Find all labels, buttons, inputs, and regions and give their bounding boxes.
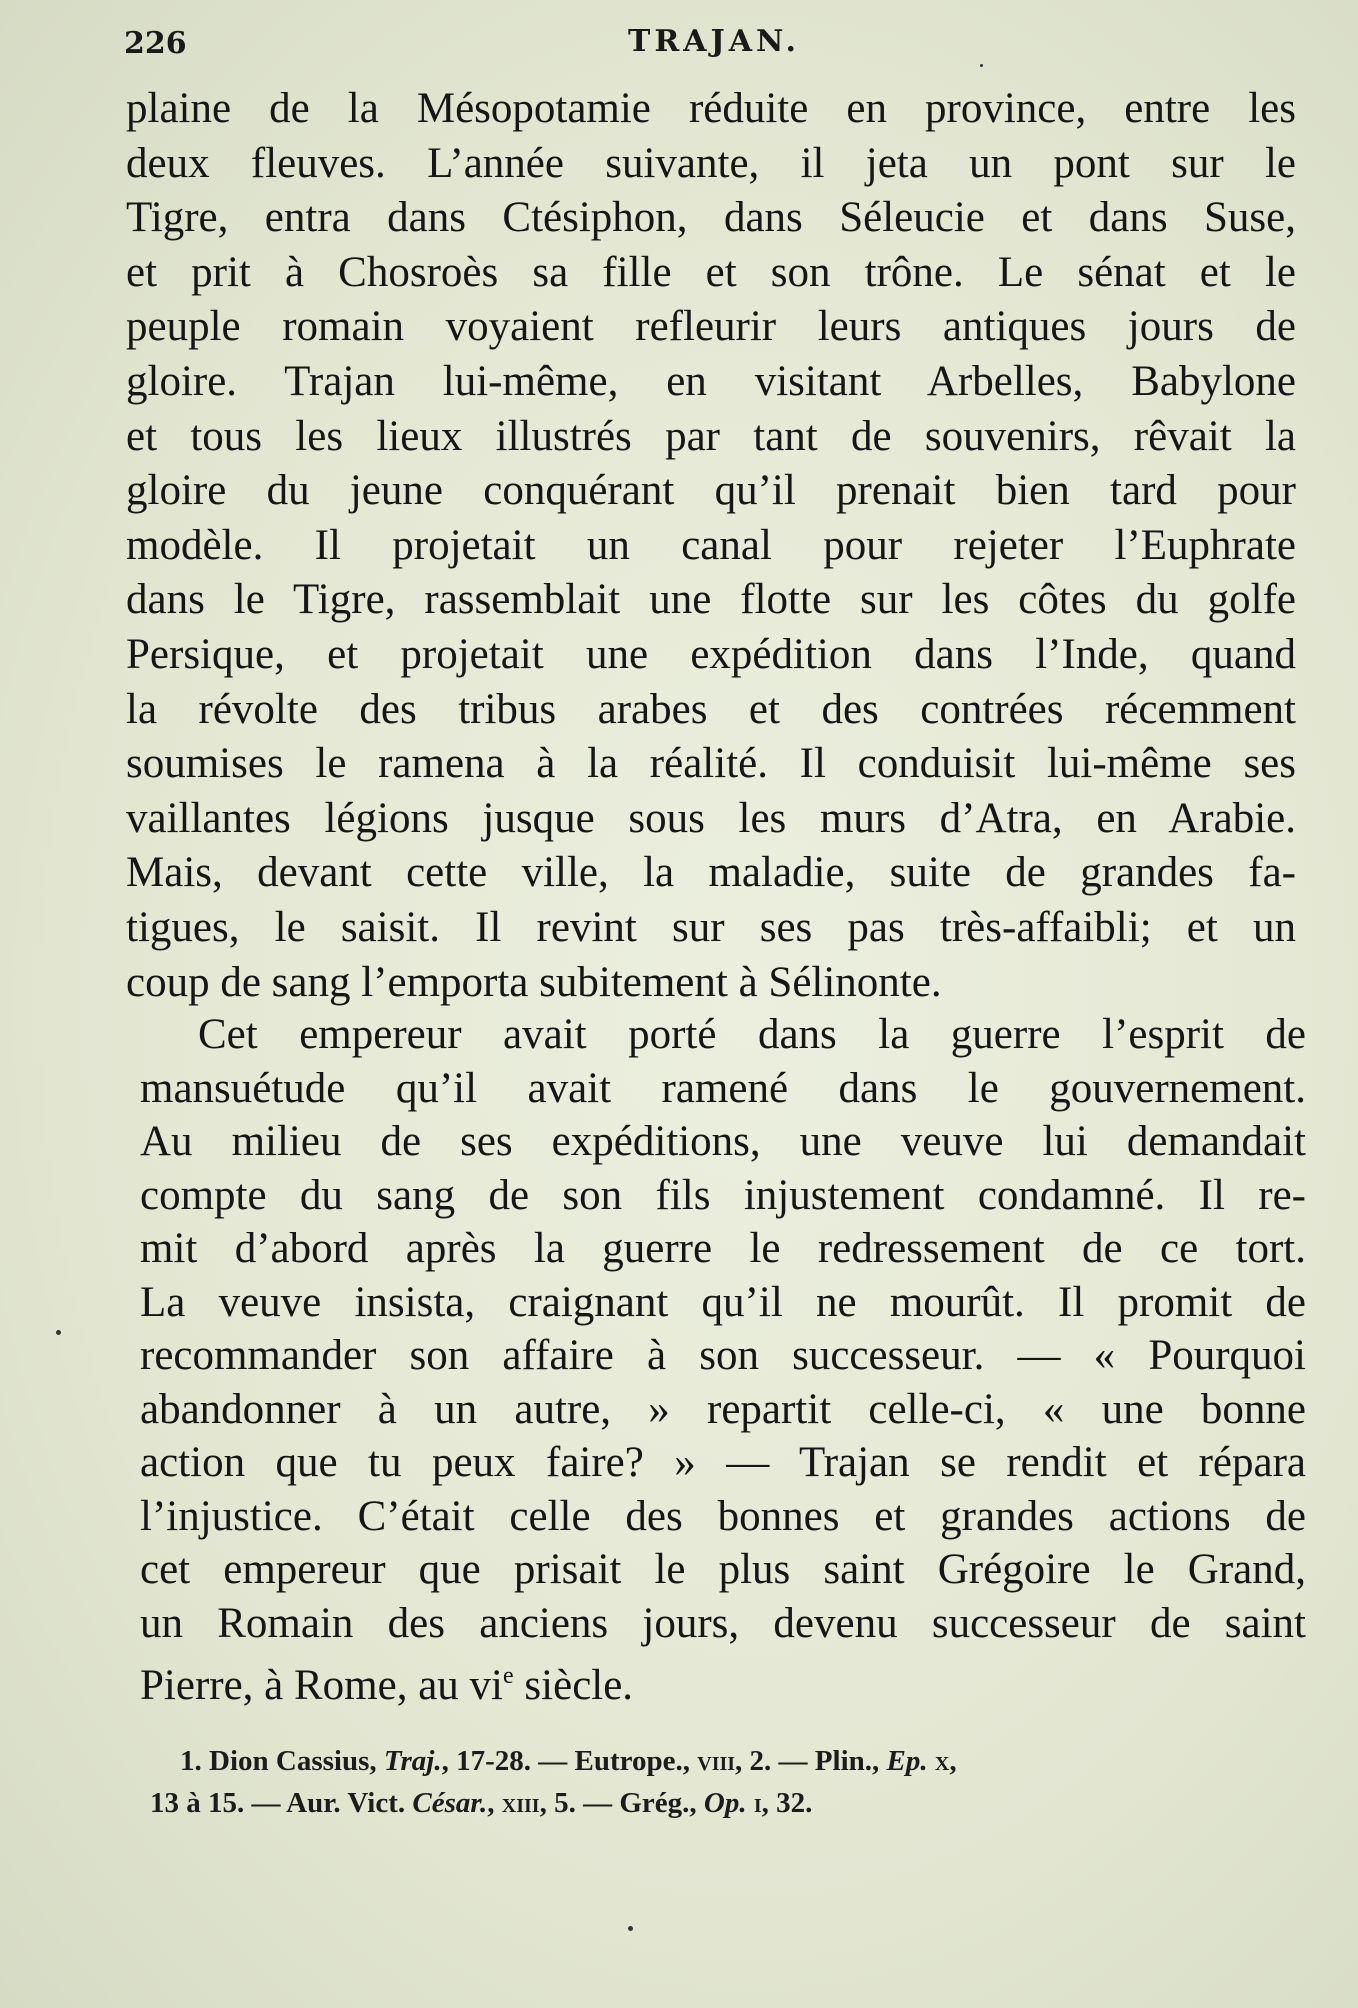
footnote-text: , 32. — [761, 1787, 813, 1819]
text-line: modèle. Il projetait un canal pour rejeter l’Euphrate — [126, 521, 1296, 569]
footnote-smallcaps: xiii — [501, 1787, 540, 1819]
text-line: Au milieu de ses expéditions, une veuve lui demandait — [140, 1118, 1306, 1165]
text-line: un Romain des anciens jours, devenu successeur de saint — [140, 1599, 1306, 1647]
text-fragment: siècle. — [513, 1662, 634, 1709]
text-line: mit d’abord après la guerre le redressement de ce tort. — [140, 1225, 1306, 1272]
text-line: abandonner à un autre, » repartit celle-ci, « une bonne — [140, 1385, 1306, 1433]
text-line-last — [140, 1650, 1306, 1709]
text-line: plaine de la Mésopotamie réduite en province, entre les — [126, 85, 1296, 132]
footnote-text: 13 à 15. — Aur. Vict. — [150, 1787, 413, 1819]
text-line: coup de sang l’emporta subitement à Sélinonte. — [126, 958, 942, 1006]
text-line: et tous les lieux illustrés par tant de souvenirs, rêvait la — [126, 412, 1296, 460]
paper-speck — [628, 1926, 633, 1931]
page-number: 226 — [124, 26, 187, 61]
paper-speck — [56, 1330, 61, 1335]
footnote-text: , 2. — Plin., — [735, 1745, 887, 1777]
paper-speck — [980, 64, 983, 67]
text-line: cet empereur que prisait le plus saint Grégoire le Grand, — [140, 1546, 1306, 1593]
footnote-italic: César. — [412, 1787, 488, 1819]
text-line: Tigre, entra dans Ctésiphon, dans Séleucie et dans Suse, — [126, 194, 1296, 242]
footnote-text — [928, 1745, 935, 1777]
footnote-text: , 17-28. — Eutrope., — [441, 1745, 698, 1777]
text-line: et prit à Chosroès sa fille et son trône. Le sénat et le — [126, 248, 1296, 296]
footnote-italic: Ep. — [886, 1745, 928, 1777]
footnote-text — [747, 1787, 754, 1819]
footnote-smallcaps: x — [934, 1745, 950, 1777]
running-header — [118, 20, 1298, 70]
text-line: Cet empereur avait porté dans la guerre l’esprit de — [198, 1011, 1306, 1058]
text-line: la révolte des tribus arabes et des contrées récemment — [126, 685, 1296, 733]
superscript: e — [503, 1663, 514, 1689]
text-line: Persique, et projetait une expédition dans l’Inde, quand — [126, 630, 1296, 678]
footnote-line — [150, 1782, 1310, 1824]
text-line: tigues, le saisit. Il revint sur ses pas très-affaibli; et un — [126, 903, 1296, 951]
footnote-line — [180, 1740, 1310, 1782]
text-line: mansuétude qu’il avait ramené dans le gouvernement. — [140, 1064, 1306, 1112]
footnote-italic: Traj. — [383, 1745, 442, 1777]
text-line: peuple romain voyaient refleurir leurs antiques jours de — [126, 303, 1296, 351]
text-line: deux fleuves. L’année suivante, il jeta un pont sur le — [126, 139, 1296, 187]
text-line: recommander son affaire à son successeur. — « Pourquoi — [140, 1332, 1306, 1379]
text-line: soumises le ramena à la réalité. Il conduisit lui-même ses — [126, 740, 1296, 788]
footnote-text: 1. Dion Cassius, — [180, 1745, 384, 1777]
text-line: dans le Tigre, rassemblait une flotte sur les côtes du golfe — [126, 576, 1296, 624]
text-line: gloire. Trajan lui-même, en visitant Arbelles, Babylone — [126, 357, 1296, 405]
footnote-italic: Op. — [703, 1787, 747, 1819]
text-line: l’injustice. C’était celle des bonnes et grandes actions de — [140, 1492, 1306, 1540]
running-title: TRAJAN. — [628, 24, 800, 59]
footnote-smallcaps: viii — [697, 1745, 736, 1777]
text-line: compte du sang de son fils injustement condamné. Il re- — [140, 1171, 1306, 1219]
paragraph-2 — [140, 1008, 1306, 1709]
footnote-text: , — [949, 1745, 957, 1777]
paragraph-1 — [126, 82, 1296, 1010]
footnote-smallcaps: i — [753, 1787, 762, 1819]
footnote — [150, 1740, 1310, 1824]
text-line: action que tu peux faire? » — Trajan se rendit et répara — [140, 1439, 1306, 1486]
text-line: gloire du jeune conquérant qu’il prenait bien tard pour — [126, 467, 1296, 515]
text-line: La veuve insista, craignant qu’il ne mourût. Il promit de — [140, 1278, 1306, 1326]
text-line: Mais, devant cette ville, la maladie, suite de grandes fa- — [126, 849, 1296, 897]
footnote-text: , 5. — Grég., — [539, 1787, 704, 1819]
text-fragment: Pierre, à Rome, au vi — [140, 1662, 504, 1709]
text-line: vaillantes légions jusque sous les murs d’Atra, en Arabie. — [126, 794, 1296, 842]
footnote-text: , — [487, 1787, 502, 1819]
